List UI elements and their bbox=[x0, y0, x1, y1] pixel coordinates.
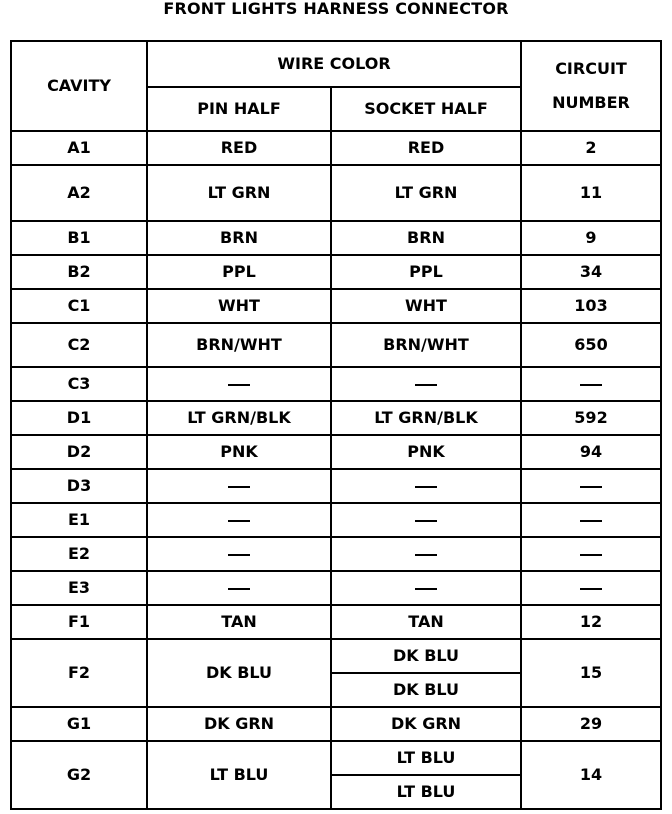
pin-half-cell bbox=[147, 537, 331, 571]
cavity-cell: F1 bbox=[11, 605, 147, 639]
harness-connector-table bbox=[10, 40, 662, 810]
cavity-cell: E3 bbox=[11, 571, 147, 605]
cavity-cell: B1 bbox=[11, 221, 147, 255]
empty-dash bbox=[580, 588, 602, 590]
table-row bbox=[11, 131, 661, 165]
socket-half-header: SOCKET HALF bbox=[331, 87, 521, 131]
pin-half-cell: BRN/WHT bbox=[147, 323, 331, 367]
table-row bbox=[11, 537, 661, 571]
socket-half-cell: RED bbox=[331, 131, 521, 165]
socket-half-cell bbox=[331, 503, 521, 537]
circuit-number-header bbox=[521, 41, 661, 131]
table-row bbox=[11, 367, 661, 401]
empty-dash bbox=[228, 554, 250, 556]
cavity-cell: A1 bbox=[11, 131, 147, 165]
socket-half-cell: DK BLU bbox=[331, 673, 521, 707]
circuit-number-cell bbox=[521, 503, 661, 537]
socket-half-cell: BRN bbox=[331, 221, 521, 255]
circuit-header-line1: CIRCUIT bbox=[555, 59, 627, 78]
pin-half-cell: BRN bbox=[147, 221, 331, 255]
cavity-cell: D2 bbox=[11, 435, 147, 469]
cavity-cell: D3 bbox=[11, 469, 147, 503]
circuit-number-cell: 34 bbox=[521, 255, 661, 289]
circuit-number-cell: 94 bbox=[521, 435, 661, 469]
cavity-cell: D1 bbox=[11, 401, 147, 435]
empty-dash bbox=[415, 588, 437, 590]
pin-half-cell: DK BLU bbox=[147, 639, 331, 707]
pin-half-cell: DK GRN bbox=[147, 707, 331, 741]
table-row bbox=[11, 503, 661, 537]
table-body bbox=[11, 131, 661, 809]
pin-half-cell: PPL bbox=[147, 255, 331, 289]
circuit-number-cell: 650 bbox=[521, 323, 661, 367]
pin-half-header: PIN HALF bbox=[147, 87, 331, 131]
circuit-number-cell: 103 bbox=[521, 289, 661, 323]
table-row bbox=[11, 323, 661, 367]
table-row bbox=[11, 435, 661, 469]
table-row bbox=[11, 221, 661, 255]
socket-half-cell: PPL bbox=[331, 255, 521, 289]
empty-dash bbox=[228, 588, 250, 590]
socket-half-cell: LT GRN/BLK bbox=[331, 401, 521, 435]
empty-dash bbox=[580, 384, 602, 386]
empty-dash bbox=[228, 520, 250, 522]
socket-half-cell: LT BLU bbox=[331, 741, 521, 775]
table-row bbox=[11, 401, 661, 435]
circuit-number-cell bbox=[521, 367, 661, 401]
pin-half-cell: WHT bbox=[147, 289, 331, 323]
table-row bbox=[11, 639, 661, 673]
socket-half-cell: LT BLU bbox=[331, 775, 521, 809]
socket-half-cell bbox=[331, 367, 521, 401]
circuit-number-cell: 9 bbox=[521, 221, 661, 255]
socket-half-cell: WHT bbox=[331, 289, 521, 323]
empty-dash bbox=[415, 520, 437, 522]
pin-half-cell: LT GRN bbox=[147, 165, 331, 221]
circuit-number-cell: 2 bbox=[521, 131, 661, 165]
empty-dash bbox=[415, 554, 437, 556]
circuit-number-cell bbox=[521, 571, 661, 605]
cavity-cell: C1 bbox=[11, 289, 147, 323]
cavity-cell: G2 bbox=[11, 741, 147, 809]
table-row bbox=[11, 571, 661, 605]
circuit-number-cell: 29 bbox=[521, 707, 661, 741]
circuit-number-cell: 592 bbox=[521, 401, 661, 435]
pin-half-cell bbox=[147, 503, 331, 537]
socket-half-cell: TAN bbox=[331, 605, 521, 639]
empty-dash bbox=[228, 486, 250, 488]
table-row bbox=[11, 165, 661, 221]
table-row bbox=[11, 605, 661, 639]
cavity-cell: C2 bbox=[11, 323, 147, 367]
pin-half-cell: TAN bbox=[147, 605, 331, 639]
table-row bbox=[11, 741, 661, 775]
pin-half-cell bbox=[147, 367, 331, 401]
cavity-cell: G1 bbox=[11, 707, 147, 741]
cavity-cell: E1 bbox=[11, 503, 147, 537]
cavity-cell: F2 bbox=[11, 639, 147, 707]
empty-dash bbox=[415, 384, 437, 386]
wire-color-header: WIRE COLOR bbox=[147, 41, 521, 87]
circuit-header-line2: NUMBER bbox=[552, 93, 630, 112]
socket-half-cell bbox=[331, 469, 521, 503]
table-row bbox=[11, 469, 661, 503]
socket-half-cell: DK BLU bbox=[331, 639, 521, 673]
cavity-cell: E2 bbox=[11, 537, 147, 571]
socket-half-cell: BRN/WHT bbox=[331, 323, 521, 367]
circuit-number-cell: 11 bbox=[521, 165, 661, 221]
socket-half-cell: LT GRN bbox=[331, 165, 521, 221]
cavity-cell: C3 bbox=[11, 367, 147, 401]
pin-half-cell bbox=[147, 571, 331, 605]
circuit-number-cell bbox=[521, 537, 661, 571]
cavity-header: CAVITY bbox=[11, 41, 147, 131]
circuit-number-cell: 14 bbox=[521, 741, 661, 809]
socket-half-cell bbox=[331, 571, 521, 605]
table-header bbox=[11, 41, 661, 131]
table-row bbox=[11, 255, 661, 289]
pin-half-cell bbox=[147, 469, 331, 503]
pin-half-cell: PNK bbox=[147, 435, 331, 469]
circuit-number-cell: 15 bbox=[521, 639, 661, 707]
table-row bbox=[11, 289, 661, 323]
circuit-number-cell: 12 bbox=[521, 605, 661, 639]
table-row bbox=[11, 707, 661, 741]
cavity-cell: A2 bbox=[11, 165, 147, 221]
empty-dash bbox=[580, 554, 602, 556]
empty-dash bbox=[580, 520, 602, 522]
circuit-number-cell bbox=[521, 469, 661, 503]
empty-dash bbox=[415, 486, 437, 488]
document-title: FRONT LIGHTS HARNESS CONNECTOR bbox=[163, 0, 509, 18]
socket-half-cell: PNK bbox=[331, 435, 521, 469]
socket-half-cell: DK GRN bbox=[331, 707, 521, 741]
socket-half-cell bbox=[331, 537, 521, 571]
cavity-cell: B2 bbox=[11, 255, 147, 289]
pin-half-cell: RED bbox=[147, 131, 331, 165]
empty-dash bbox=[228, 384, 250, 386]
empty-dash bbox=[580, 486, 602, 488]
pin-half-cell: LT BLU bbox=[147, 741, 331, 809]
pin-half-cell: LT GRN/BLK bbox=[147, 401, 331, 435]
